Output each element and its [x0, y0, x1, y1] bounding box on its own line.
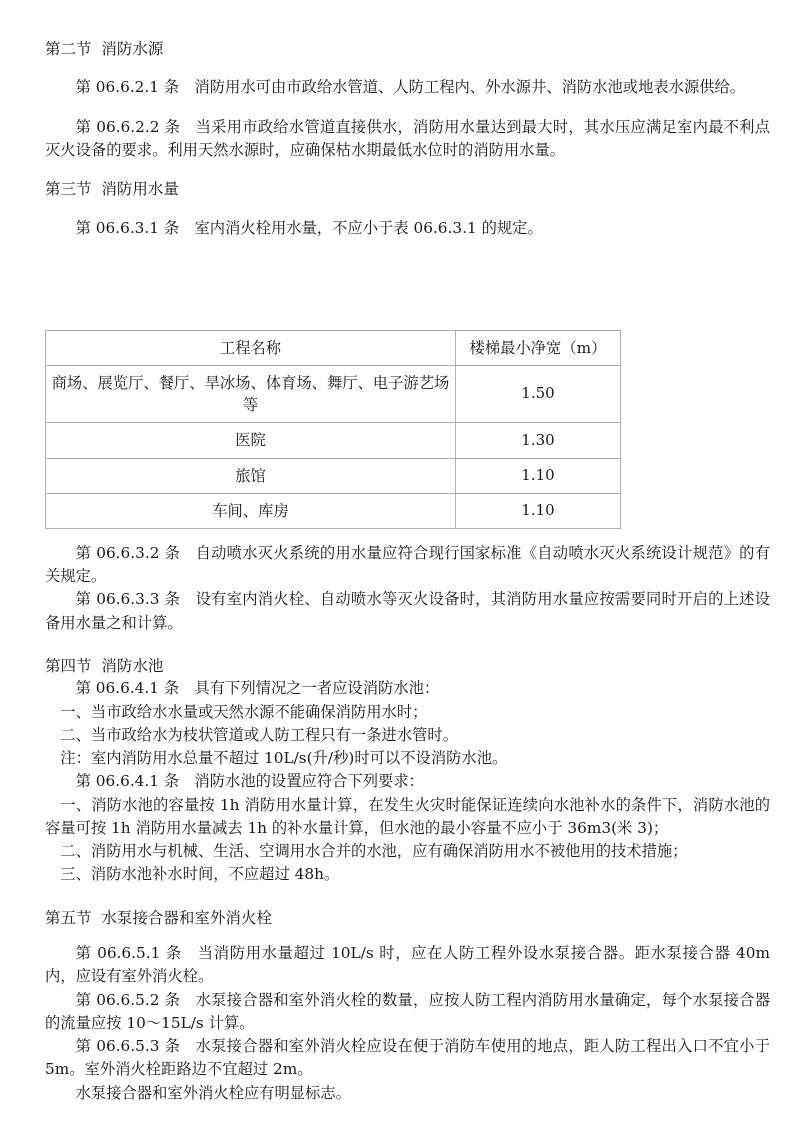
section-heading-5: 第五节 水泵接合器和室外消火栓	[45, 908, 272, 927]
clause-06-6-4-1a: 第 06.6.4.1 条 具有下列情况之一者应设消防水池：	[75, 679, 440, 698]
stair-clear-width-table	[45, 330, 621, 529]
table-cell-project-name: 医院	[46, 423, 456, 458]
clause-06-6-4-1b: 第 06.6.4.1 条 消防水池的设置应符合下列要求：	[75, 772, 424, 791]
clause-06-6-5-3: 第 06.6.5.3 条 水泵接合器和室外消火栓应设在便于消防车使用的地点，距人防工程出入口不宜小于 5m。室外消火栓距路边不宜超过 2m。	[45, 1037, 770, 1079]
document-body	[45, 38, 770, 1105]
table-header-project-name: 工程名称	[46, 330, 456, 365]
spacer	[45, 60, 770, 76]
spacer-after-table	[45, 529, 770, 542]
section-heading-4: 第四节 消防水池	[45, 656, 164, 675]
table-container	[45, 330, 620, 529]
spacer	[45, 100, 770, 116]
clause-06-6-5-3-tail: 水泵接合器和室外消火栓应有明显标志。	[75, 1083, 351, 1102]
clause-06-6-4-1b-item-2: 二、消防用水与机械、生活、空调用水合并的水池，应有确保消防用水不被他用的技术措施；	[60, 842, 688, 861]
section-heading-3: 第三节 消防用水量	[45, 180, 179, 199]
table-cell-min-width: 1.10	[456, 458, 621, 493]
clause-06-6-2-1: 第 06.6.2.1 条 消防用水可由市政给水管道、人防工程内、外水源井、消防水池或地表水源供给。	[75, 78, 746, 97]
table-cell-project-name: 旅馆	[46, 458, 456, 493]
table-row	[46, 423, 621, 458]
clause-06-6-3-3: 第 06.6.3.3 条 设有室内消火栓、自动喷水等灭火设备时，其消防用水量应按需要同时开启的上述设备用水量之和计算。	[45, 590, 770, 632]
table-row	[46, 458, 621, 493]
section-heading-2: 第二节 消防水源	[45, 40, 164, 58]
clause-06-6-4-1a-item-1: 一、当市政给水水量或天然水源不能确保消防用水时；	[60, 702, 428, 721]
clause-06-6-5-2: 第 06.6.5.2 条 水泵接合器和室外消火栓的数量，应按人防工程内消防用水量确定，每个水泵接合器的流量应按 10～15L/s 计算。	[45, 990, 770, 1032]
table-header-row	[46, 330, 621, 365]
clause-06-6-4-1b-item-1: 一、消防水池的容量按 1h 消防用水量计算，在发生火灾时能保证连续向水池补水的条件下，消防水池的容量可按 1h 消防用水量减去 1h 的补水量计算，但水池的最小容量不应小于 36m3(米 3)；	[45, 795, 770, 837]
spacer	[45, 201, 770, 217]
clause-06-6-4-1a-item-2: 二、当市政给水为枝状管道或人防工程只有一条进水管时。	[60, 725, 459, 744]
clause-06-6-5-1: 第 06.6.5.1 条 当消防用水量超过 10L/s 时，应在人防工程外设水泵接合器。距水泵接合器 40m 内，应设有室外消火栓。	[45, 944, 770, 986]
table-header-min-width: 楼梯最小净宽（m）	[456, 330, 621, 365]
clause-06-6-3-1: 第 06.6.3.1 条 室内消火栓用水量，不应小于表 06.6.3.1 的规定。	[75, 218, 543, 237]
table-cell-project-name: 车间、库房	[46, 493, 456, 528]
spacer	[45, 887, 770, 907]
clause-06-6-4-1a-note: 注：室内消防用水总量不超过 10L/s(升/秒)时可以不设消防水池。	[60, 749, 508, 768]
table-cell-min-width: 1.30	[456, 423, 621, 458]
table-cell-project-name: 商场、展览厅、餐厅、旱冰场、体育场、舞厅、电子游艺场等	[46, 366, 456, 423]
spacer	[45, 162, 770, 178]
spacer	[45, 635, 770, 655]
clause-06-6-3-2: 第 06.6.3.2 条 自动喷水灭火系统的用水量应符合现行国家标准《自动喷水灭火系统设计规范》的有关规定。	[45, 543, 770, 586]
spacer-before-table	[45, 240, 770, 304]
spacer	[45, 929, 770, 942]
table-cell-min-width: 1.10	[456, 493, 621, 528]
clause-06-6-4-1b-item-3: 三、消防水池补水时间，不应超过 48h。	[60, 865, 340, 884]
table-cell-min-width: 1.50	[456, 366, 621, 423]
spacer-before-table-2	[45, 304, 770, 330]
table-row	[46, 366, 621, 423]
clause-06-6-2-2: 第 06.6.2.2 条 当采用市政给水管道直接供水，消防用水量达到最大时，其水压应满足室内最不利点灭火设备的要求。利用天然水源时，应确保枯水期最低水位时的消防用水量。	[45, 117, 770, 159]
table-row	[46, 493, 621, 528]
